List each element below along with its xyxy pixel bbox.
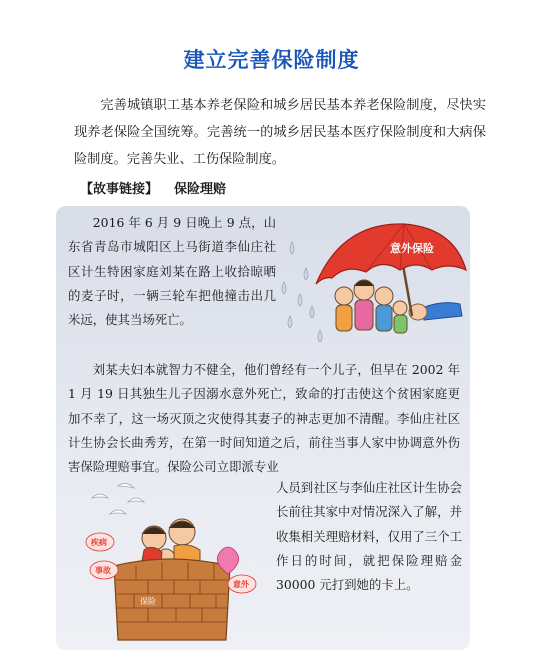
story-paragraph-2: 刘某夫妇本就智力不健全，他们曾经有一个儿子，但早在 2002 年 1 月 19 日其独生儿子因溺水意外死亡，致命的打击使这个贫困家庭更加不幸了，这一场灭顶之灾使得其妻子的神志更加不清醒。李仙庄社区计生协会长曲秀芳，在第一时间知道之后，前往当事人家中协调意外伤害保险理赔事宜。保险公司立即派专业 — [68, 362, 460, 475]
intro-paragraph: 完善城镇职工基本养老保险和城乡居民基本养老保险制度，尽快实现养老保险全国统筹。完善统一的城乡居民基本医疗保险制度和大病保险制度。完善失业、工伤保险制度。 — [74, 98, 486, 167]
bubble-illness: 疾病 — [91, 538, 107, 547]
umbrella-label: 意外保险 — [390, 242, 434, 255]
story-topic: 保险理赔 — [174, 182, 227, 197]
story-paragraph-3: 人员到社区与李仙庄社区计生协会长前往其家中对情况深入了解，并收集相关理赔材料，仅用了三个工作日的时间，就把保险理赔金 30000 元打到她的卡上。 — [276, 480, 462, 593]
wall-lettering: 保险 — [140, 597, 156, 606]
story-link-heading — [80, 178, 226, 197]
story-link-label: 【故事链接】 — [80, 182, 159, 197]
bubble-accident: 事故 — [95, 566, 111, 575]
page-title: 建立完善保险制度 — [183, 48, 360, 72]
umbrella-family-illustration — [272, 212, 468, 348]
story-paragraph-1: 2016 年 6 月 9 日晚上 9 点，山东省青岛市城阳区上马街道李仙庄社区计生特困家庭刘某在路上收拾晾晒的麦子时，一辆三轮车把他撞击出几米远，使其当场死亡。 — [68, 215, 276, 328]
bubble-mishap: 意外 — [233, 580, 249, 589]
brick-wall-family-illustration — [70, 480, 270, 645]
